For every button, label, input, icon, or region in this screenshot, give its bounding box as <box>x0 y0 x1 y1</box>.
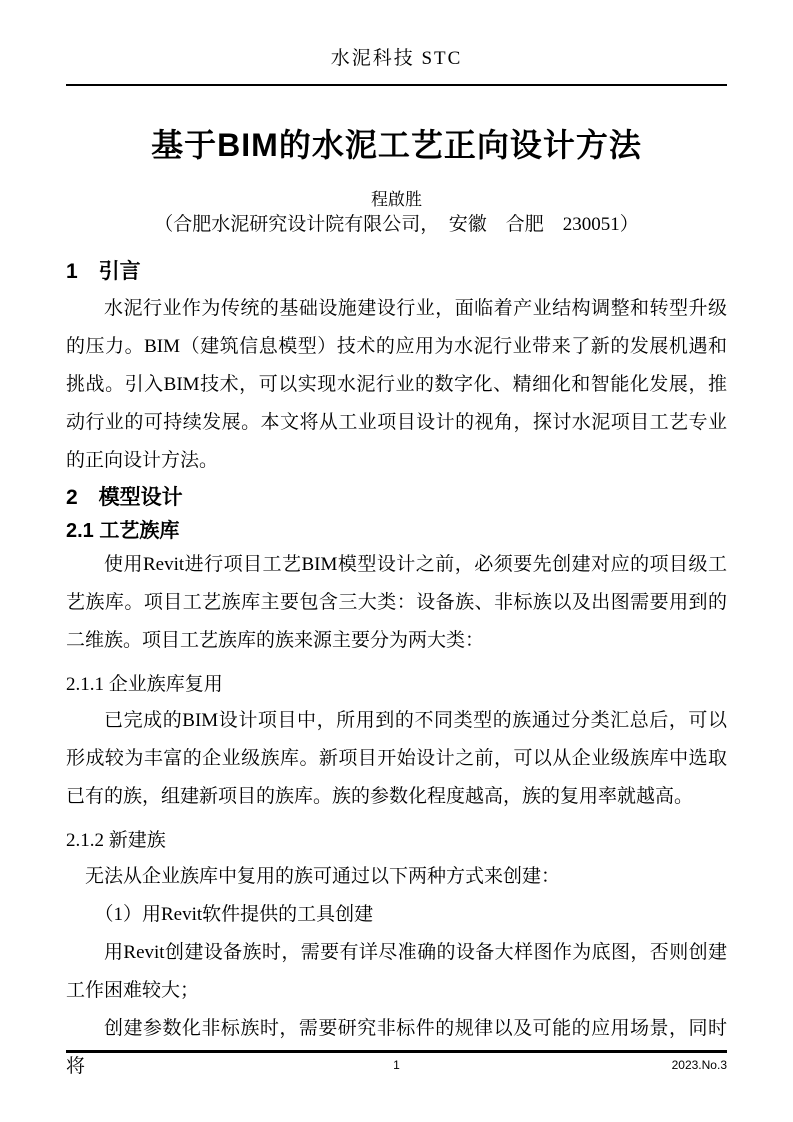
document-body <box>66 256 727 1086</box>
footer-row <box>66 1057 727 1073</box>
journal-title: 水泥科技 STC <box>330 48 463 69</box>
paragraph-parametric-nonstandard-family: 创建参数化非标族时，需要研究非标件的规律以及可能的应用场景，同时将 <box>66 1018 727 1077</box>
section-2-1-heading: 2.1 工艺族库 <box>66 520 180 542</box>
article-title: 基于BIM的水泥工艺正向设计方法 <box>151 127 642 163</box>
section-1-heading: 1 引言 <box>66 260 141 283</box>
page-header <box>66 0 727 86</box>
author-name: 程啟胜 <box>371 190 422 209</box>
paragraph-enterprise-library-reuse: 已完成的BIM设计项目中，所用到的不同类型的族通过分类汇总后，可以形成较为丰富的企业级族库。新项目开始设计之前，可以从企业级族库中选取已有的族，组建新项目的族库。族的参数化程度越高，族的复用率就越高。 <box>66 710 727 807</box>
paragraph-equipment-family-creation: 用Revit创建设备族时，需要有详尽准确的设备大样图作为底图，否则创建工作困难较大； <box>66 942 727 1001</box>
section-2-1-1-heading: 2.1.1 企业族库复用 <box>66 674 223 695</box>
paragraph-process-family-library: 使用Revit进行项目工艺BIM模型设计之前，必须要先创建对应的项目级工艺族库。项目工艺族库主要包含三大类：设备族、非标族以及出图需要用到的二维族。项目工艺族库的族来源主要分为两大类： <box>66 554 727 651</box>
intro-paragraph: 水泥行业作为传统的基础设施建设行业，面临着产业结构调整和转型升级的压力。BIM（建筑信息模型）技术的应用为水泥行业带来了新的发展机遇和挑战。引入BIM技术，可以实现水泥行业的数字化、精细化和智能化发展，推动行业的可持续发展。本文将从工业项目设计的视角，探讨水泥项目工艺专业的正向设计方法。 <box>66 298 727 471</box>
section-2-1-2-heading: 2.1.2 新建族 <box>66 830 166 851</box>
paragraph-new-family-intro: 无法从企业族库中复用的族可通过以下两种方式来创建： <box>85 866 561 887</box>
author-affiliation: （合肥水泥研究设计院有限公司， 安徽 合肥 230051） <box>154 214 639 235</box>
page-number: 1 <box>393 1058 400 1072</box>
section-2-heading: 2 模型设计 <box>66 486 183 509</box>
page-footer <box>66 1050 727 1073</box>
issue-number: 2023.No.3 <box>671 1058 727 1072</box>
list-item-revit-tool-creation: （1）用Revit软件提供的工具创建 <box>94 904 374 925</box>
